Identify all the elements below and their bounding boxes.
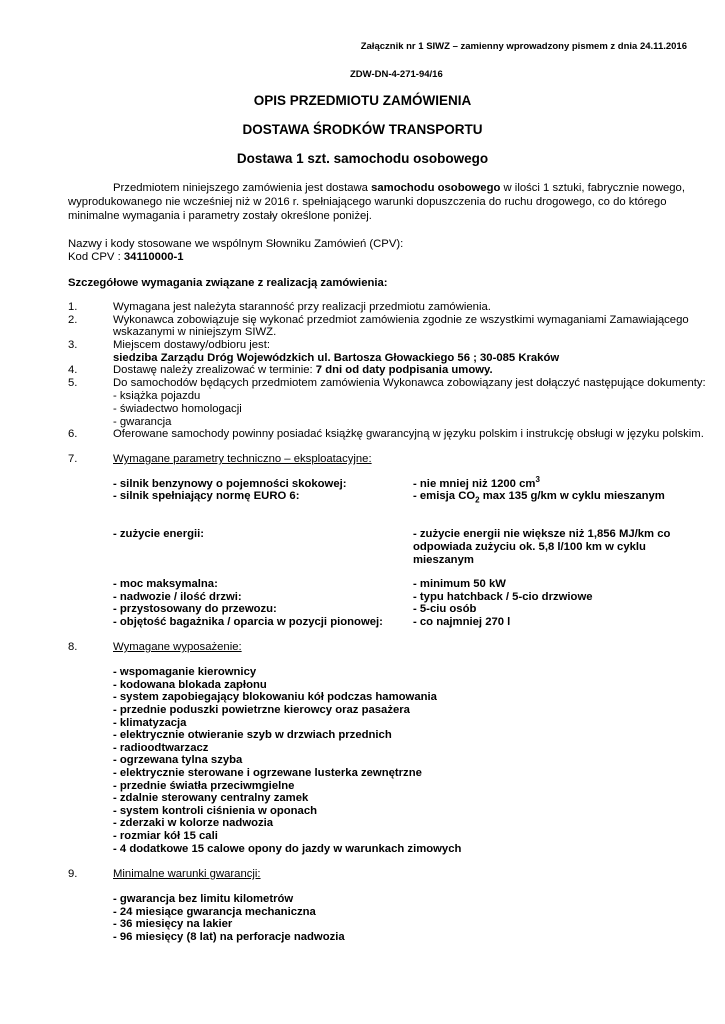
item-3-text: Miejscem dostawy/odbioru jest: [113,339,270,351]
equipment-item: - zderzaki w kolorze nadwozia [113,817,274,829]
item-number: 1. [68,301,78,313]
warranty-item: - 96 miesięcy (8 lat) na perforacje nadwozia [113,931,345,943]
intro-text-cont: w ilości 1 sztuki, fabrycznie nowego, [500,182,685,194]
cpv-code: 34110000-1 [123,251,184,263]
deadline-value: 7 dni od daty podpisania umowy. [315,364,493,376]
warranty-item: - 36 miesięcy na lakier [113,918,233,930]
document-list-item: - książka pojazdu [113,390,201,402]
equipment-item: - 4 dodatkowe 15 calowe opony do jazdy w warunkach zimowych [113,843,462,855]
param-label: - przystosowany do przewozu: [113,603,277,615]
equipment-item: - system zapobiegający blokowaniu kół podczas hamowania [113,691,437,703]
title-item: Dostawa 1 szt. samochodu osobowego [236,151,489,166]
item-number: 6. [68,428,78,440]
document-list-item: - świadectwo homologacji [113,403,242,415]
tech-params-heading: Wymagane parametry techniczno – eksploatacyjne: [113,453,372,465]
item-6-text: Oferowane samochody powinny posiadać książkę gwarancyjną w języku polskim i instrukcję obsługi w języku polskim. [113,428,704,440]
deadline-label: Dostawę należy zrealizować w terminie: [113,364,316,376]
reference-number: ZDW-DN-4-271-94/16 [350,69,443,80]
warranty-item: - gwarancja bez limitu kilometrów [113,893,294,905]
warranty-item: - 24 miesiące gwarancja mechaniczna [113,906,316,918]
equipment-item: - wspomaganie kierownicy [113,666,257,678]
equipment-heading: Wymagane wyposażenie: [113,641,242,653]
param-value [413,490,665,503]
param-label: - moc maksymalna: [113,578,218,590]
param-value-cont: odpowiada zużyciu ok. 5,8 l/100 km w cyklu [413,541,646,553]
equipment-item: - system kontroli ciśnienia w oponach [113,805,318,817]
param-value: - co najmniej 270 l [413,616,511,628]
item-number: 8. [68,641,78,653]
item-1-text: Wymagana jest należyta staranność przy realizacji przedmiotu zamówienia. [113,301,491,313]
equipment-item: - elektrycznie otwieranie szyb w drzwiach przednich [113,729,392,741]
equipment-item: - ogrzewana tylna szyba [113,754,243,766]
item-number: 4. [68,364,78,376]
param-value: - typu hatchback / 5-cio drzwiowe [413,591,593,603]
title-subject: DOSTAWA ŚRODKÓW TRANSPORTU [242,122,483,137]
param-value-text: max 135 g/km w cyklu mieszanym [479,490,665,502]
param-label: - silnik benzynowy o pojemności skokowej: [113,478,347,490]
equipment-item: - rozmiar kół 15 cali [113,830,218,842]
intro-subject: samochodu osobowego [371,182,501,194]
cpv-code-line [68,251,184,264]
equipment-item: - zdalnie sterowany centralny zamek [113,792,309,804]
param-value-text: - nie mniej niż 1200 cm [413,478,536,490]
equipment-item: - klimatyzacja [113,717,187,729]
delivery-address: siedziba Zarządu Dróg Wojewódzkich ul. Bartosza Głowackiego 56 ; 30-085 Kraków [113,352,560,364]
param-label: - nadwozie / ilość drzwi: [113,591,242,603]
subscript: 2 [475,495,480,505]
cpv-label: Kod CPV : [68,251,124,263]
item-4-text [113,364,493,377]
item-number: 7. [68,453,78,465]
equipment-item: - przednie światła przeciwmgielne [113,780,295,792]
item-2-text: Wykonawca zobowiązuje się wykonać przedmiot zamówienia zgodnie ze wszystkimi wymaganiami Zamawiającego [113,314,689,326]
item-2-text-cont: wskazanymi w niniejszym SIWZ. [113,326,277,338]
equipment-item: - elektrycznie sterowane i ogrzewane lusterka zewnętrzne [113,767,422,779]
param-value-cont: mieszanym [413,554,474,566]
cpv-description: Nazwy i kody stosowane we wspólnym Słowniku Zamówień (CPV): [68,238,404,250]
item-number: 3. [68,339,78,351]
intro-line-3: minimalne wymagania i parametry zostały określone poniżej. [68,210,372,222]
requirements-heading: Szczegółowe wymagania związane z realizacją zamówienia: [68,277,388,289]
warranty-heading: Minimalne warunki gwarancji: [113,868,261,880]
param-label: - objętość bagażnika / oparcia w pozycji pionowej: [113,616,383,628]
equipment-item: - kodowana blokada zapłonu [113,679,267,691]
intro-line-1 [113,182,685,195]
item-number: 9. [68,868,78,880]
item-number: 2. [68,314,78,326]
equipment-item: - przednie poduszki powietrzne kierowcy oraz pasażera [113,704,410,716]
equipment-item: - radioodtwarzacz [113,742,209,754]
param-label: - silnik spełniający normę EURO 6: [113,490,300,502]
item-number: 5. [68,377,78,389]
annex-note: Załącznik nr 1 SIWZ – zamienny wprowadzony pismem z dnia 24.11.2016 [360,41,687,52]
title-main: OPIS PRZEDMIOTU ZAMÓWIENIA [253,93,472,108]
superscript: 3 [535,475,540,485]
param-value: - zużycie energii nie większe niż 1,856 MJ/km co [413,528,671,540]
item-5-text: Do samochodów będących przedmiotem zamówienia Wykonawca zobowiązany jest dołączyć następujące dokumenty: [113,377,706,389]
param-value: - minimum 50 kW [413,578,506,590]
param-value-text: - emisja CO [413,490,476,502]
intro-text: Przedmiotem niniejszego zamówienia jest dostawa [113,182,372,194]
param-value: - 5-ciu osób [413,603,477,615]
param-label: - zużycie energii: [113,528,205,540]
document-list-item: - gwarancja [113,416,172,428]
intro-line-2: wyprodukowanego nie wcześniej niż w 2016 r. spełniającego warunki dopuszczenia do ruchu drogowego, co do którego [68,196,667,208]
